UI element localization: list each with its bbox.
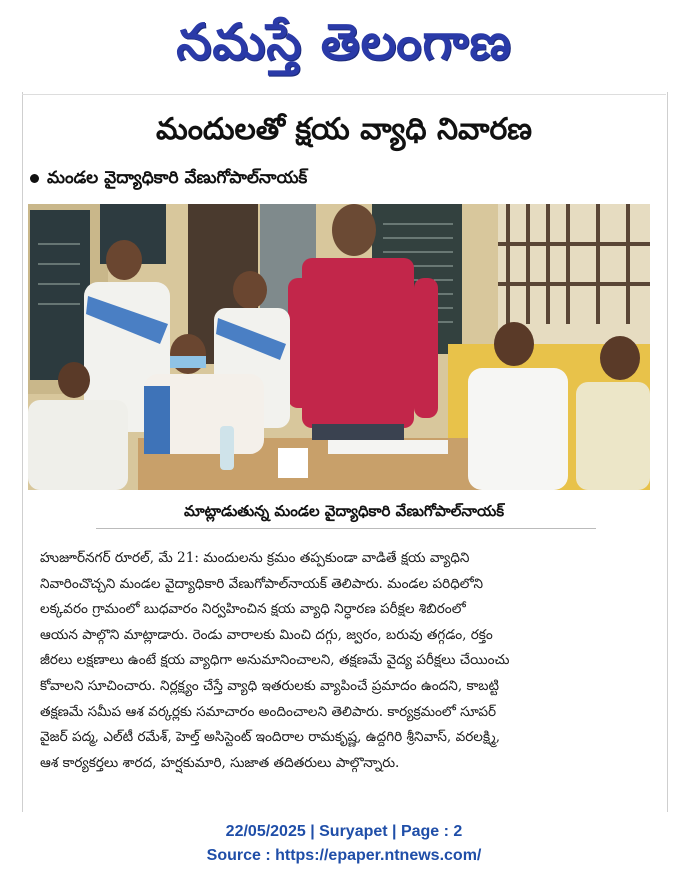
footer — [0, 820, 688, 868]
article-body — [40, 546, 656, 776]
subhead — [30, 164, 307, 192]
subhead-text: మండల వైద్యాధికారి వేణుగోపాల్‌నాయక్ — [47, 168, 308, 188]
body-line: హుజూర్‌నగర్ రూరల్, మే 21: మందులను క్రమం తప్పకుండా వాడితే క్షయ వ్యాధిని — [40, 550, 470, 566]
footer-source: Source : https://epaper.ntnews.com/ — [206, 847, 482, 864]
clipping-top-rule — [22, 94, 666, 95]
body-line: కోవాలని సూచించారు. నిర్లక్ష్యం చేస్తే వ్యాధి ఇతరులకు వ్యాపించే ప్రమాదం ఉందని, కాబట్టి — [40, 677, 499, 694]
news-photo — [28, 204, 650, 490]
caption-rule — [96, 528, 596, 529]
photo-caption: మాట్లాడుతున్న మండల వైద్యాధికారి వేణుగోపాల్‌నాయక్ — [183, 502, 505, 520]
body-line: ఆశ కార్యకర్తలు శారద, హర్షకుమారి, సుజాత తదితరులు పాల్గొన్నారు. — [40, 754, 400, 771]
body-line: లక్కవరం గ్రామంలో బుధవారం నిర్వహించిన క్షయ వ్యాధి నిర్ధారణ పరీక్షల శిబిరంలో — [40, 601, 466, 618]
masthead-logo: నమస్తే తెలంగాణ — [176, 12, 512, 71]
body-line: నివారించొచ్చని మండల వైద్యాధికారి వేణుగోపాల్‌నాయక్ తెలిపారు. మండల పరిధిలోని — [40, 575, 483, 592]
body-line: తక్షణమే సమీప ఆశ వర్కర్లకు సమాచారం అందించాలని తెలిపారు. కార్యక్రమంలో సూపర్ — [40, 703, 497, 720]
body-line: ఆయన పాల్గొని మాట్లాడారు. రెండు వారాలకు మించి దగ్గు, జ్వరం, బరువు తగ్గడం, రక్తం — [40, 626, 493, 643]
body-line: జీరలు లక్షణాలు ఉంటే క్షయ వ్యాధిగా అనుమానించాలని, తక్షణమే వైద్య పరీక్షలు చేయించు — [40, 652, 510, 669]
notice-board-left — [30, 210, 90, 380]
person-red-shirt — [302, 258, 414, 428]
headline: మందులతో క్షయ వ్యాధి నివారణ — [155, 112, 533, 147]
body-line: వైజర్ పద్మ, ఎల్‌టీ రమేశ్, హెల్త్ అసిస్టెంట్ ఇందిరాల రామకృష్ణ, ఉద్దగిరి శ్రీనివాస్, వరలక్ష్మి, — [40, 729, 501, 746]
photo-illustration — [28, 204, 650, 490]
bullet-icon — [30, 174, 39, 183]
footer-date-edition: 22/05/2025 | Suryapet | Page : 2 — [225, 823, 463, 840]
